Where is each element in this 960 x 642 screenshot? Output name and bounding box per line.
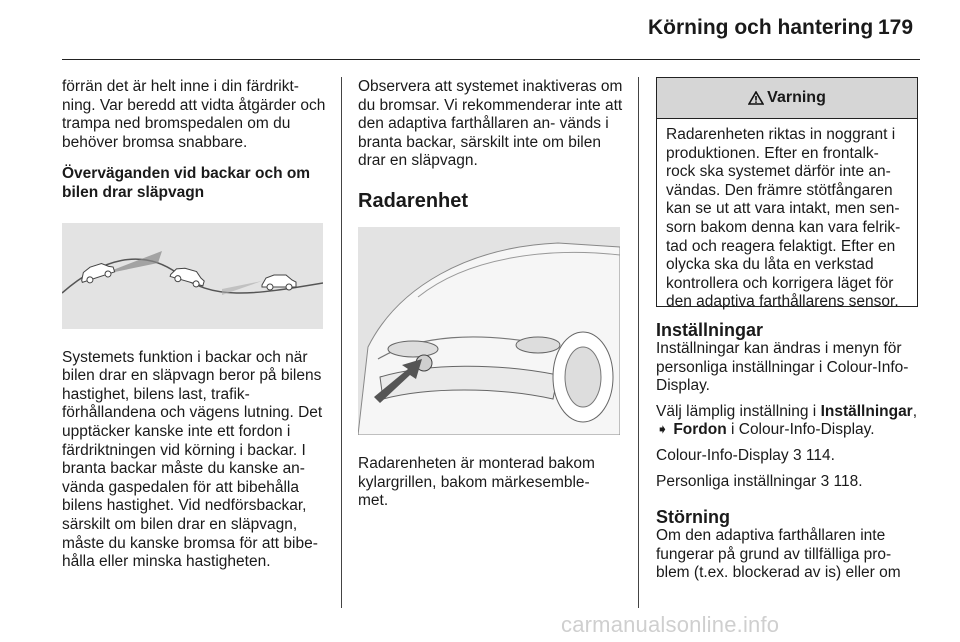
paragraph: förrän det är helt inne i din färdrikt- ning. Var beredd att vidta åtgärder och trampa ned bromspedalen om du behöver bromsa snabbare. — [62, 78, 326, 151]
car-icon — [169, 264, 206, 288]
section-heading: Störning — [656, 507, 730, 528]
car-front-diagram — [358, 227, 620, 435]
arrow-icon: ➧ — [656, 422, 669, 438]
page-reference — [656, 473, 922, 492]
warning-box — [656, 77, 918, 311]
reference-page: 118. — [833, 472, 863, 490]
warning-triangle-icon — [748, 91, 764, 105]
column-2 — [358, 78, 624, 524]
section-heading: Inställningar — [656, 320, 764, 340]
text: , — [912, 402, 918, 420]
text: i Colour-Info-Display. — [726, 421, 875, 439]
header-title: Körning och hantering — [648, 16, 874, 39]
column-1 — [62, 78, 328, 585]
paragraph: Systemets funktion i backar och när bilen drar en släpvagn beror på bilens hastighet, bilens last, trafik- förhållandena och vägens lutning. Det upptäcker kanske inte ett fordon i färdriktningen vid körning i backar. I branta backar måste du kanske an- vända gaspedalen för att bibehålla bilens hastighet. Vid nedförsbackar, särskilt om bilen drar en släpvagn, måste du kanske bromsa för att bibe- hålla eller minska hastigheten. — [62, 348, 323, 571]
column-divider — [638, 77, 639, 608]
reference-symbol: 3 — [792, 446, 802, 464]
hills-diagram — [62, 223, 323, 329]
paragraph — [656, 403, 922, 440]
warning-title: Varning — [767, 89, 826, 106]
paragraph: Observera att systemet inaktiveras om du bromsar. Vi rekommenderar inte att den adaptiva farthållaren an- vänds i branta backar, särskilt inte om bilen drar en släpvagn. — [358, 78, 623, 170]
heading-line: bilen drar släpvagn — [62, 183, 205, 201]
car-icon — [262, 275, 296, 290]
header-rule — [62, 59, 920, 60]
reference-text: Personliga inställningar — [656, 472, 817, 490]
menu-path-settings: Inställningar — [820, 402, 913, 420]
hills-illustration — [62, 223, 323, 329]
reference-page: 114. — [805, 446, 835, 464]
section-heading: Radarenhet — [358, 189, 469, 212]
reference-text: Colour-Info-Display — [656, 446, 789, 464]
warning-header — [657, 78, 917, 119]
menu-path-vehicle: Fordon — [673, 421, 727, 439]
watermark: carmanualsonline.info — [561, 612, 780, 637]
column-divider — [341, 77, 342, 608]
text: Välj lämplig inställning i — [656, 402, 821, 420]
page-reference — [656, 447, 922, 466]
caption: Radarenheten är monterad bakom kylargrillen, bakom märkesemble- met. — [358, 454, 595, 510]
paragraph: Inställningar kan ändras i menyn för personliga inställningar i Colour-Info- Display. — [656, 340, 909, 395]
warning-text: Radarenheten riktas in noggrant i produktionen. Efter en frontalk- rock ska systemet därför inte an- vändas. Den främre stötfångaren kan se ut att vara intakt, men sen- sorn bakom denna kan vara felrik- tad och reagera felaktigt. Efter en olycka ska du låta en verkstad kontrollera och korrigera läget för den adaptiva farthållarens sensor. — [666, 126, 901, 311]
heading-line: Överväganden vid backar och om — [62, 165, 311, 183]
reference-symbol: 3 — [820, 472, 830, 490]
car-radar-illustration — [358, 227, 620, 435]
column-3 — [656, 320, 922, 596]
paragraph: Om den adaptiva farthållaren inte fungerar på grund av tillfälliga pro- blem (t.ex. blockerad av is) eller om — [656, 527, 901, 582]
section-heading — [62, 165, 328, 202]
page-number: 179 — [878, 16, 914, 39]
